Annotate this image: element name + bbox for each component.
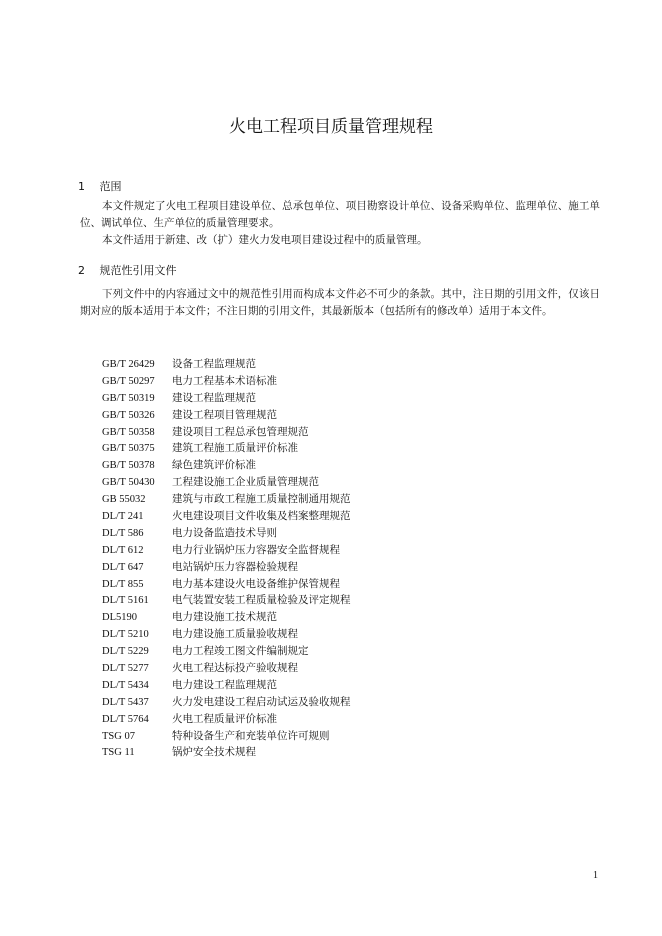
reference-code: DL/T 855 bbox=[102, 578, 144, 590]
reference-code: GB/T 26429 bbox=[102, 359, 155, 370]
reference-code: DL/T 5161 bbox=[102, 595, 149, 607]
reference-code: GB/T 50430 bbox=[102, 477, 155, 489]
reference-item bbox=[102, 576, 351, 593]
reference-item bbox=[102, 643, 351, 660]
reference-title: 电力工程基本术语标准 bbox=[172, 374, 277, 387]
reference-item bbox=[102, 491, 351, 508]
reference-code: TSG 07 bbox=[102, 730, 135, 742]
reference-code: GB/T 50326 bbox=[102, 409, 155, 421]
section-2-title: 规范性引用文件 bbox=[99, 264, 177, 277]
reference-title: 火电工程质量评价标准 bbox=[172, 712, 277, 725]
reference-item bbox=[102, 407, 351, 424]
reference-title: 绿色建筑评价标准 bbox=[172, 459, 256, 472]
reference-code: GB/T 50378 bbox=[102, 460, 155, 472]
reference-code: TSG 11 bbox=[102, 747, 135, 759]
reference-code: DL/T 647 bbox=[102, 561, 144, 573]
reference-item bbox=[102, 559, 351, 576]
reference-item bbox=[102, 728, 351, 745]
reference-title: 建设工程监理规范 bbox=[172, 391, 256, 404]
reference-code: DL/T 586 bbox=[102, 527, 144, 539]
reference-code: DL5190 bbox=[102, 612, 137, 624]
reference-item bbox=[102, 474, 351, 491]
reference-title: 电气装置安装工程质量检验及评定规程 bbox=[172, 594, 351, 607]
section-2-heading bbox=[78, 262, 177, 278]
section-1-title: 范围 bbox=[99, 180, 122, 193]
reference-title: 电力建设工程监理规范 bbox=[172, 678, 277, 691]
reference-code: DL/T 612 bbox=[102, 544, 144, 556]
reference-code: DL/T 5210 bbox=[102, 629, 149, 641]
reference-title: 锅炉安全技术规程 bbox=[172, 746, 256, 759]
section-1-heading bbox=[78, 178, 122, 194]
reference-item bbox=[102, 592, 351, 609]
reference-code: DL/T 5764 bbox=[102, 713, 149, 725]
document-title: 火电工程项目质量管理规程 bbox=[229, 117, 433, 137]
section-2-paragraph-1: 下列文件中的内容通过文中的规范性引用而构成本文件必不可少的条款。其中，注日期的引用文件，仅该日期对应的版本适用于本文件；不注日期的引用文件，其最新版本（包括所有的修改单）适用于本文件。 bbox=[80, 288, 600, 317]
section-1-number: 1 bbox=[78, 180, 85, 193]
section-1-paragraph-2: 本文件适用于新建、改（扩）建火力发电项目建设过程中的质量管理。 bbox=[102, 234, 428, 246]
reference-item bbox=[102, 609, 351, 626]
reference-title: 火电工程达标投产验收规程 bbox=[172, 662, 298, 675]
section-2-number: 2 bbox=[78, 264, 85, 277]
section-1-paragraph-1: 本文件规定了火电工程项目建设单位、总承包单位、项目勘察设计单位、设备采购单位、监理单位、施工单位、调试单位、生产单位的质量管理要求。 bbox=[80, 200, 600, 229]
reference-title: 设备工程监理规范 bbox=[172, 358, 256, 370]
reference-title: 电力设备监造技术导则 bbox=[172, 526, 277, 539]
reference-title: 火力发电建设工程启动试运及验收规程 bbox=[172, 695, 351, 708]
reference-title: 建设工程项目管理规范 bbox=[172, 408, 277, 421]
reference-title: 电力建设施工质量验收规程 bbox=[172, 628, 298, 641]
reference-item bbox=[102, 508, 351, 525]
reference-item bbox=[102, 457, 351, 474]
reference-title: 电站锅炉压力容器检验规程 bbox=[172, 560, 298, 573]
reference-title: 火电建设项目文件收集及档案整理规范 bbox=[172, 510, 351, 523]
reference-code: GB/T 50319 bbox=[102, 392, 155, 404]
reference-code: GB/T 50375 bbox=[102, 443, 155, 455]
reference-item bbox=[102, 356, 351, 373]
reference-code: DL/T 5277 bbox=[102, 663, 149, 675]
reference-list bbox=[102, 356, 351, 761]
reference-title: 电力行业锅炉压力容器安全监督规程 bbox=[172, 543, 340, 556]
reference-title: 建筑与市政工程施工质量控制通用规范 bbox=[172, 493, 351, 506]
reference-item bbox=[102, 525, 351, 542]
reference-item bbox=[102, 677, 351, 694]
reference-item bbox=[102, 440, 351, 457]
reference-code: DL/T 5437 bbox=[102, 696, 149, 708]
reference-code: GB/T 50358 bbox=[102, 426, 155, 438]
reference-code: GB 55032 bbox=[102, 494, 146, 506]
reference-item bbox=[102, 626, 351, 643]
reference-title: 电力基本建设火电设备维护保管规程 bbox=[172, 577, 340, 590]
reference-title: 工程建设施工企业质量管理规范 bbox=[172, 476, 319, 489]
reference-item bbox=[102, 373, 351, 390]
reference-item bbox=[102, 694, 351, 711]
reference-code: GB/T 50297 bbox=[102, 375, 155, 387]
reference-title: 建设项目工程总承包管理规范 bbox=[172, 425, 309, 438]
reference-code: DL/T 241 bbox=[102, 511, 144, 523]
reference-code: DL/T 5229 bbox=[102, 646, 149, 658]
reference-title: 电力建设施工技术规范 bbox=[172, 611, 277, 624]
reference-title: 特种设备生产和充装单位许可规则 bbox=[172, 729, 330, 742]
reference-item bbox=[102, 542, 351, 559]
reference-item bbox=[102, 424, 351, 441]
reference-title: 建筑工程施工质量评价标准 bbox=[172, 442, 298, 455]
reference-item bbox=[102, 744, 351, 761]
reference-title: 电力工程竣工图文件编制规定 bbox=[172, 645, 309, 658]
page-number: 1 bbox=[593, 870, 598, 881]
reference-item bbox=[102, 711, 351, 728]
reference-item bbox=[102, 660, 351, 677]
reference-code: DL/T 5434 bbox=[102, 679, 149, 691]
reference-item bbox=[102, 390, 351, 407]
